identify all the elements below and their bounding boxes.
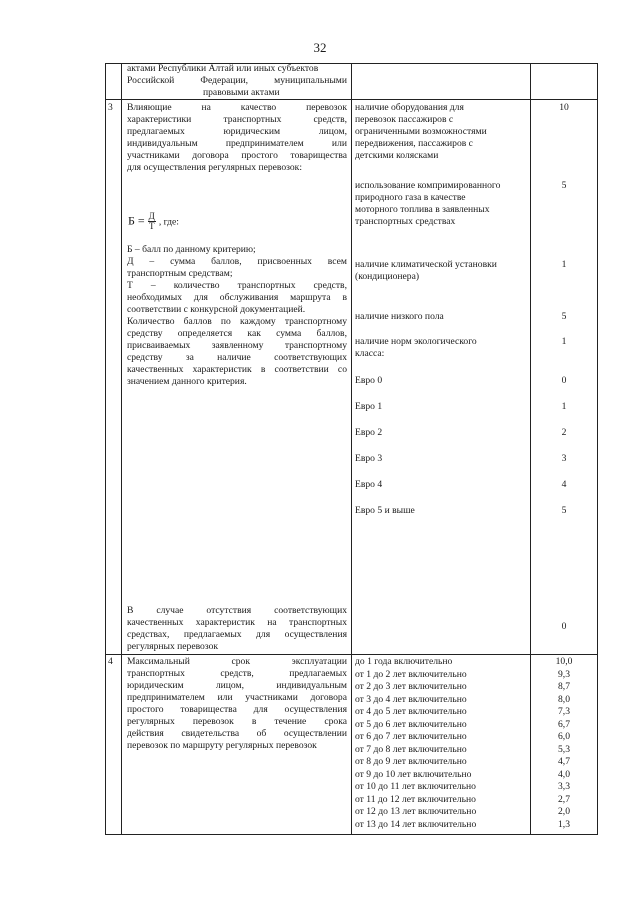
legend-line: Т – количество транспортных средств, <box>127 280 347 291</box>
description-line: транспортных средств, предлагаемых <box>127 668 347 679</box>
absence-line: регулярных перевозок <box>127 641 219 652</box>
age-range: от 8 до 9 лет включительно <box>355 756 467 767</box>
criterion-line: природного газа в качестве <box>355 192 466 203</box>
criterion-line: (кондиционера) <box>355 271 420 282</box>
age-score: 4,7 <box>558 756 570 767</box>
age-range: от 1 до 2 лет включительно <box>355 668 467 680</box>
criterion-line: Евро 5 и выше <box>355 505 415 516</box>
age-score: 8,0 <box>558 693 570 705</box>
table-border-right <box>597 63 598 835</box>
row-divider-4 <box>105 654 598 655</box>
age-range: от 2 до 3 лет включительно <box>355 681 467 692</box>
criterion-line: класса: <box>355 348 385 359</box>
criterion-line: детскими колясками <box>355 150 439 161</box>
criteria-table <box>105 63 598 835</box>
formula-lhs: Б = <box>128 213 145 228</box>
criterion-line: перевозок пассажиров с <box>355 114 454 125</box>
age-range: от 6 до 7 лет включительно <box>355 731 467 742</box>
age-score: 9,3 <box>558 668 570 680</box>
description-line: характеристики транспортных средств, <box>127 114 347 125</box>
description-line: действия свидетельства об осуществлении <box>127 728 347 739</box>
criterion-line: наличие низкого пола <box>355 311 444 322</box>
absence-line: средствах, предлагаемых для осуществления <box>127 629 347 640</box>
score-formula <box>128 212 179 231</box>
criterion-line: Евро 2 <box>355 427 383 438</box>
criterion-line: ограниченными возможностями <box>355 126 487 137</box>
formula-suffix: , где: <box>158 216 179 228</box>
age-score: 6,0 <box>558 731 570 742</box>
age-score: 3,3 <box>558 781 570 792</box>
criterion-line: передвижения, пассажиров с <box>355 138 473 149</box>
legend-line: Д – сумма баллов, присвоенных всем <box>127 256 347 267</box>
legend-line: присваиваемых заявленному транспортному <box>127 340 347 351</box>
row-divider-3 <box>105 99 598 100</box>
absence-line: В случае отсутствия соответствующих <box>127 605 347 616</box>
age-score: 2,0 <box>558 806 570 817</box>
criterion-score: 0 <box>561 375 567 386</box>
age-range: от 3 до 4 лет включительно <box>355 693 467 705</box>
criterion-line: наличие климатической установки <box>355 259 497 270</box>
legend-line: значением данного критерия. <box>127 376 247 387</box>
description-line: простого товарищества для осуществления <box>127 704 347 715</box>
formula-denominator: Т <box>148 221 155 231</box>
age-range: от 10 до 11 лет включительно <box>355 781 476 792</box>
criterion-score: 4 <box>561 479 567 490</box>
criterion-score: 1 <box>561 401 567 412</box>
age-range: до 1 года включительно <box>355 656 453 667</box>
continuation-line: Российской Федерации, муниципальными <box>127 75 347 86</box>
age-score: 10,0 <box>555 656 573 667</box>
description-line: Влияющие на качество перевозок <box>127 102 347 113</box>
continuation-line: актами Республики Алтай или иных субъектов <box>127 63 319 74</box>
age-score: 8,7 <box>558 681 570 692</box>
age-range: от 13 до 14 лет включительно <box>355 818 477 830</box>
row-number: 3 <box>108 102 113 113</box>
legend-line: транспортным средствам; <box>127 268 233 279</box>
legend-line: качественных характеристик в соответствии со <box>127 364 347 375</box>
legend-line: соответствии с конкурсной документацией. <box>127 304 306 315</box>
column-divider-1 <box>121 63 122 835</box>
description-line: для осуществления регулярных перевозок: <box>127 162 303 173</box>
criterion-line: наличие норм экологического <box>355 336 477 347</box>
table-border-left <box>105 63 106 835</box>
page-number: 32 <box>313 40 327 55</box>
legend-line: Количество баллов по каждому транспортному <box>127 316 347 327</box>
age-score: 6,7 <box>558 718 570 730</box>
description-line: юридическим лицом, индивидуальным <box>127 680 347 691</box>
description-line: перевозок по маршруту регулярных перевозок <box>127 740 317 751</box>
age-score: 1,3 <box>558 818 570 830</box>
legend-line: средству определяется как сумма баллов, <box>127 328 347 339</box>
description-line: индивидуальным предпринимателем или <box>127 138 347 149</box>
age-range: от 5 до 6 лет включительно <box>355 718 467 730</box>
description-line: участниками договора простого товарищества <box>127 150 347 161</box>
row-number: 4 <box>108 656 113 667</box>
criterion-score: 1 <box>561 336 567 347</box>
criterion-line: Евро 4 <box>355 479 383 490</box>
age-range: от 12 до 13 лет включительно <box>355 806 477 817</box>
criterion-line: Евро 0 <box>355 375 383 386</box>
column-divider-2 <box>351 63 352 835</box>
criterion-score: 5 <box>561 505 567 516</box>
criterion-line: моторного топлива в заявленных <box>355 204 490 215</box>
description-line: регулярных перевозок в течение срока <box>127 716 347 727</box>
legend-line: необходимых для обслуживания маршрута в <box>127 292 347 303</box>
formula-numerator: Д <box>148 211 155 221</box>
criterion-score: 2 <box>561 427 567 438</box>
criterion-line: Евро 3 <box>355 453 383 464</box>
criterion-score: 5 <box>561 311 567 322</box>
criterion-line: использование компримированного <box>355 180 501 191</box>
age-score: 5,3 <box>558 743 570 755</box>
continuation-line: правовыми актами <box>203 87 280 98</box>
criterion-line: наличие оборудования для <box>355 102 464 113</box>
criterion-line: Евро 1 <box>355 401 383 412</box>
criterion-score: 5 <box>561 180 567 191</box>
legend-line: Б – балл по данному критерию; <box>127 244 256 255</box>
description-line: предлагаемых юридическим лицом, <box>127 126 347 137</box>
absence-score: 0 <box>561 621 567 632</box>
absence-line: качественных характеристик на транспортных <box>127 617 347 628</box>
description-line: предпринимателем или участниками договора <box>127 692 347 703</box>
age-range: от 4 до 5 лет включительно <box>355 706 467 717</box>
age-score: 2,7 <box>558 793 570 805</box>
formula-fraction <box>148 212 156 231</box>
table-border-bottom <box>105 834 598 835</box>
age-range: от 7 до 8 лет включительно <box>355 743 467 755</box>
criterion-line: транспортных средствах <box>355 216 456 227</box>
description-line: Максимальный срок эксплуатации <box>127 656 347 667</box>
age-score: 7,3 <box>558 706 570 717</box>
criterion-score: 1 <box>561 259 567 270</box>
criterion-score: 3 <box>561 453 567 464</box>
legend-line: средству за наличие соответствующих <box>127 352 347 363</box>
age-range: от 9 до 10 лет включительно <box>355 768 472 780</box>
criterion-score: 10 <box>559 102 569 113</box>
age-range: от 11 до 12 лет включительно <box>355 793 476 805</box>
age-score: 4,0 <box>558 768 570 780</box>
